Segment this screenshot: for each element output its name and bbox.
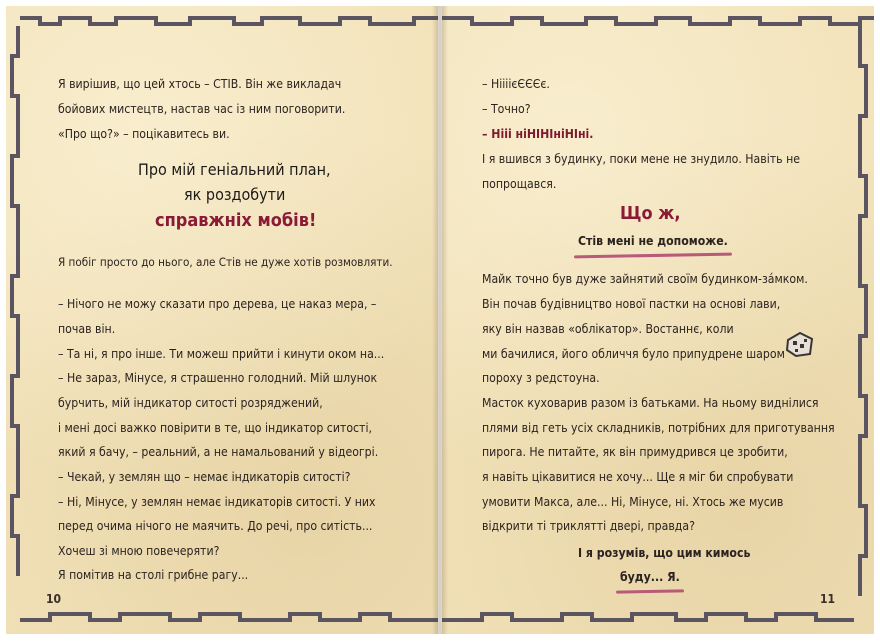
right-line-19: І я розумів, що цим кимось [578, 546, 751, 560]
left-line-19: Я помітив на столі грибне рагу... [58, 568, 249, 582]
right-line-15: пирога. Не питайте, як він примудрився це зробити, [482, 445, 788, 459]
right-line-12: пороху з редстоуна. [482, 371, 600, 385]
left-line-9: почав він. [58, 322, 116, 336]
right-line-8: Майк точно був дуже зайнятий своїм будинком-зáмком. [482, 272, 808, 286]
left-line-18: Хочеш зі мною повечеряти? [58, 544, 220, 558]
left-line-3: «Про що?» – поцікавитесь ви. [58, 127, 230, 141]
right-heading-1: Що ж, [620, 203, 681, 224]
left-page [6, 6, 438, 634]
left-line-2: бойових мистецтв, настав час із ним поговорити. [58, 102, 346, 116]
left-line-10: – Та ні, я про інше. Ти можеш прийти і кинути оком на... [58, 347, 385, 361]
page-number-left: 10 [46, 592, 62, 606]
left-line-12: бурчить, мій індикатор ситості розряджений, [58, 396, 323, 410]
left-line-1: Я вирішив, що цей хтось – СТІВ. Він же викладач [58, 77, 342, 91]
right-line-9: Він почав будівництво нової пастки на основі лави, [482, 297, 781, 311]
left-line-17: перед очима нічого не маячить. До речі, про ситість... [58, 519, 373, 533]
right-line-20: буду... Я. [620, 565, 680, 590]
left-line-8: – Нічого не можу сказати про дерева, це наказ мера, – [58, 297, 377, 311]
right-line-2: – Точно? [482, 102, 531, 116]
left-heading-1: Про мій геніальний план, [138, 160, 331, 179]
right-line-18: відкрити ті триклятті двері, правда? [482, 519, 695, 533]
right-line-11: ми бачилися, його обличчя було припудрене шаром [482, 347, 785, 361]
left-line-16: – Ні, Мінусе, у землян немає індикаторів ситості. У них [58, 495, 376, 509]
right-line-14: плями від геть усіх складників, потрібних для приготування [482, 421, 835, 435]
right-line-13: Масток куховарив разом із батьками. На ньому виднілися [482, 396, 819, 410]
right-page [442, 6, 874, 634]
right-line-4: І я вшився з будинку, поки мене не знудило. Навіть не [482, 152, 801, 166]
right-line-10: яку він назвав «облікатор». Востаннє, коли [482, 322, 734, 336]
right-line-17: умовити Макса, але... Ні, Мінусе, ні. Хтось же мусив [482, 495, 784, 509]
left-line-14: який я бачу, – реальний, а не намальований у відеогрі. [58, 445, 379, 459]
page-number-right: 11 [820, 592, 836, 606]
book-gutter [432, 6, 448, 634]
left-line-13: і мені досі важко повірити в те, що індикатор ситості, [58, 421, 372, 435]
left-line-15: – Чекай, у землян що – немає індикаторів ситості? [58, 470, 351, 484]
right-line-16: я навіть цікавитися не хочу... Ще я міг би спробувати [482, 470, 794, 484]
right-line-5: попрощався. [482, 177, 557, 191]
left-heading-3: справжніх мобів! [155, 210, 317, 231]
left-heading-2: як роздобути [184, 185, 286, 204]
right-line-3: – Нііі ніНІНІніНІні. [482, 127, 594, 141]
right-line-1: – НіііієЄЄЄє. [482, 77, 550, 91]
right-heading-2: Стів мені не допоможе. [578, 229, 728, 254]
left-line-11: – Не зараз, Мінусе, я страшенно голодний. Мій шлунок [58, 371, 378, 385]
redstone-block-icon [784, 330, 814, 358]
left-line-7: Я побіг просто до нього, але Стів не дуже хотів розмовляти. [58, 255, 393, 269]
